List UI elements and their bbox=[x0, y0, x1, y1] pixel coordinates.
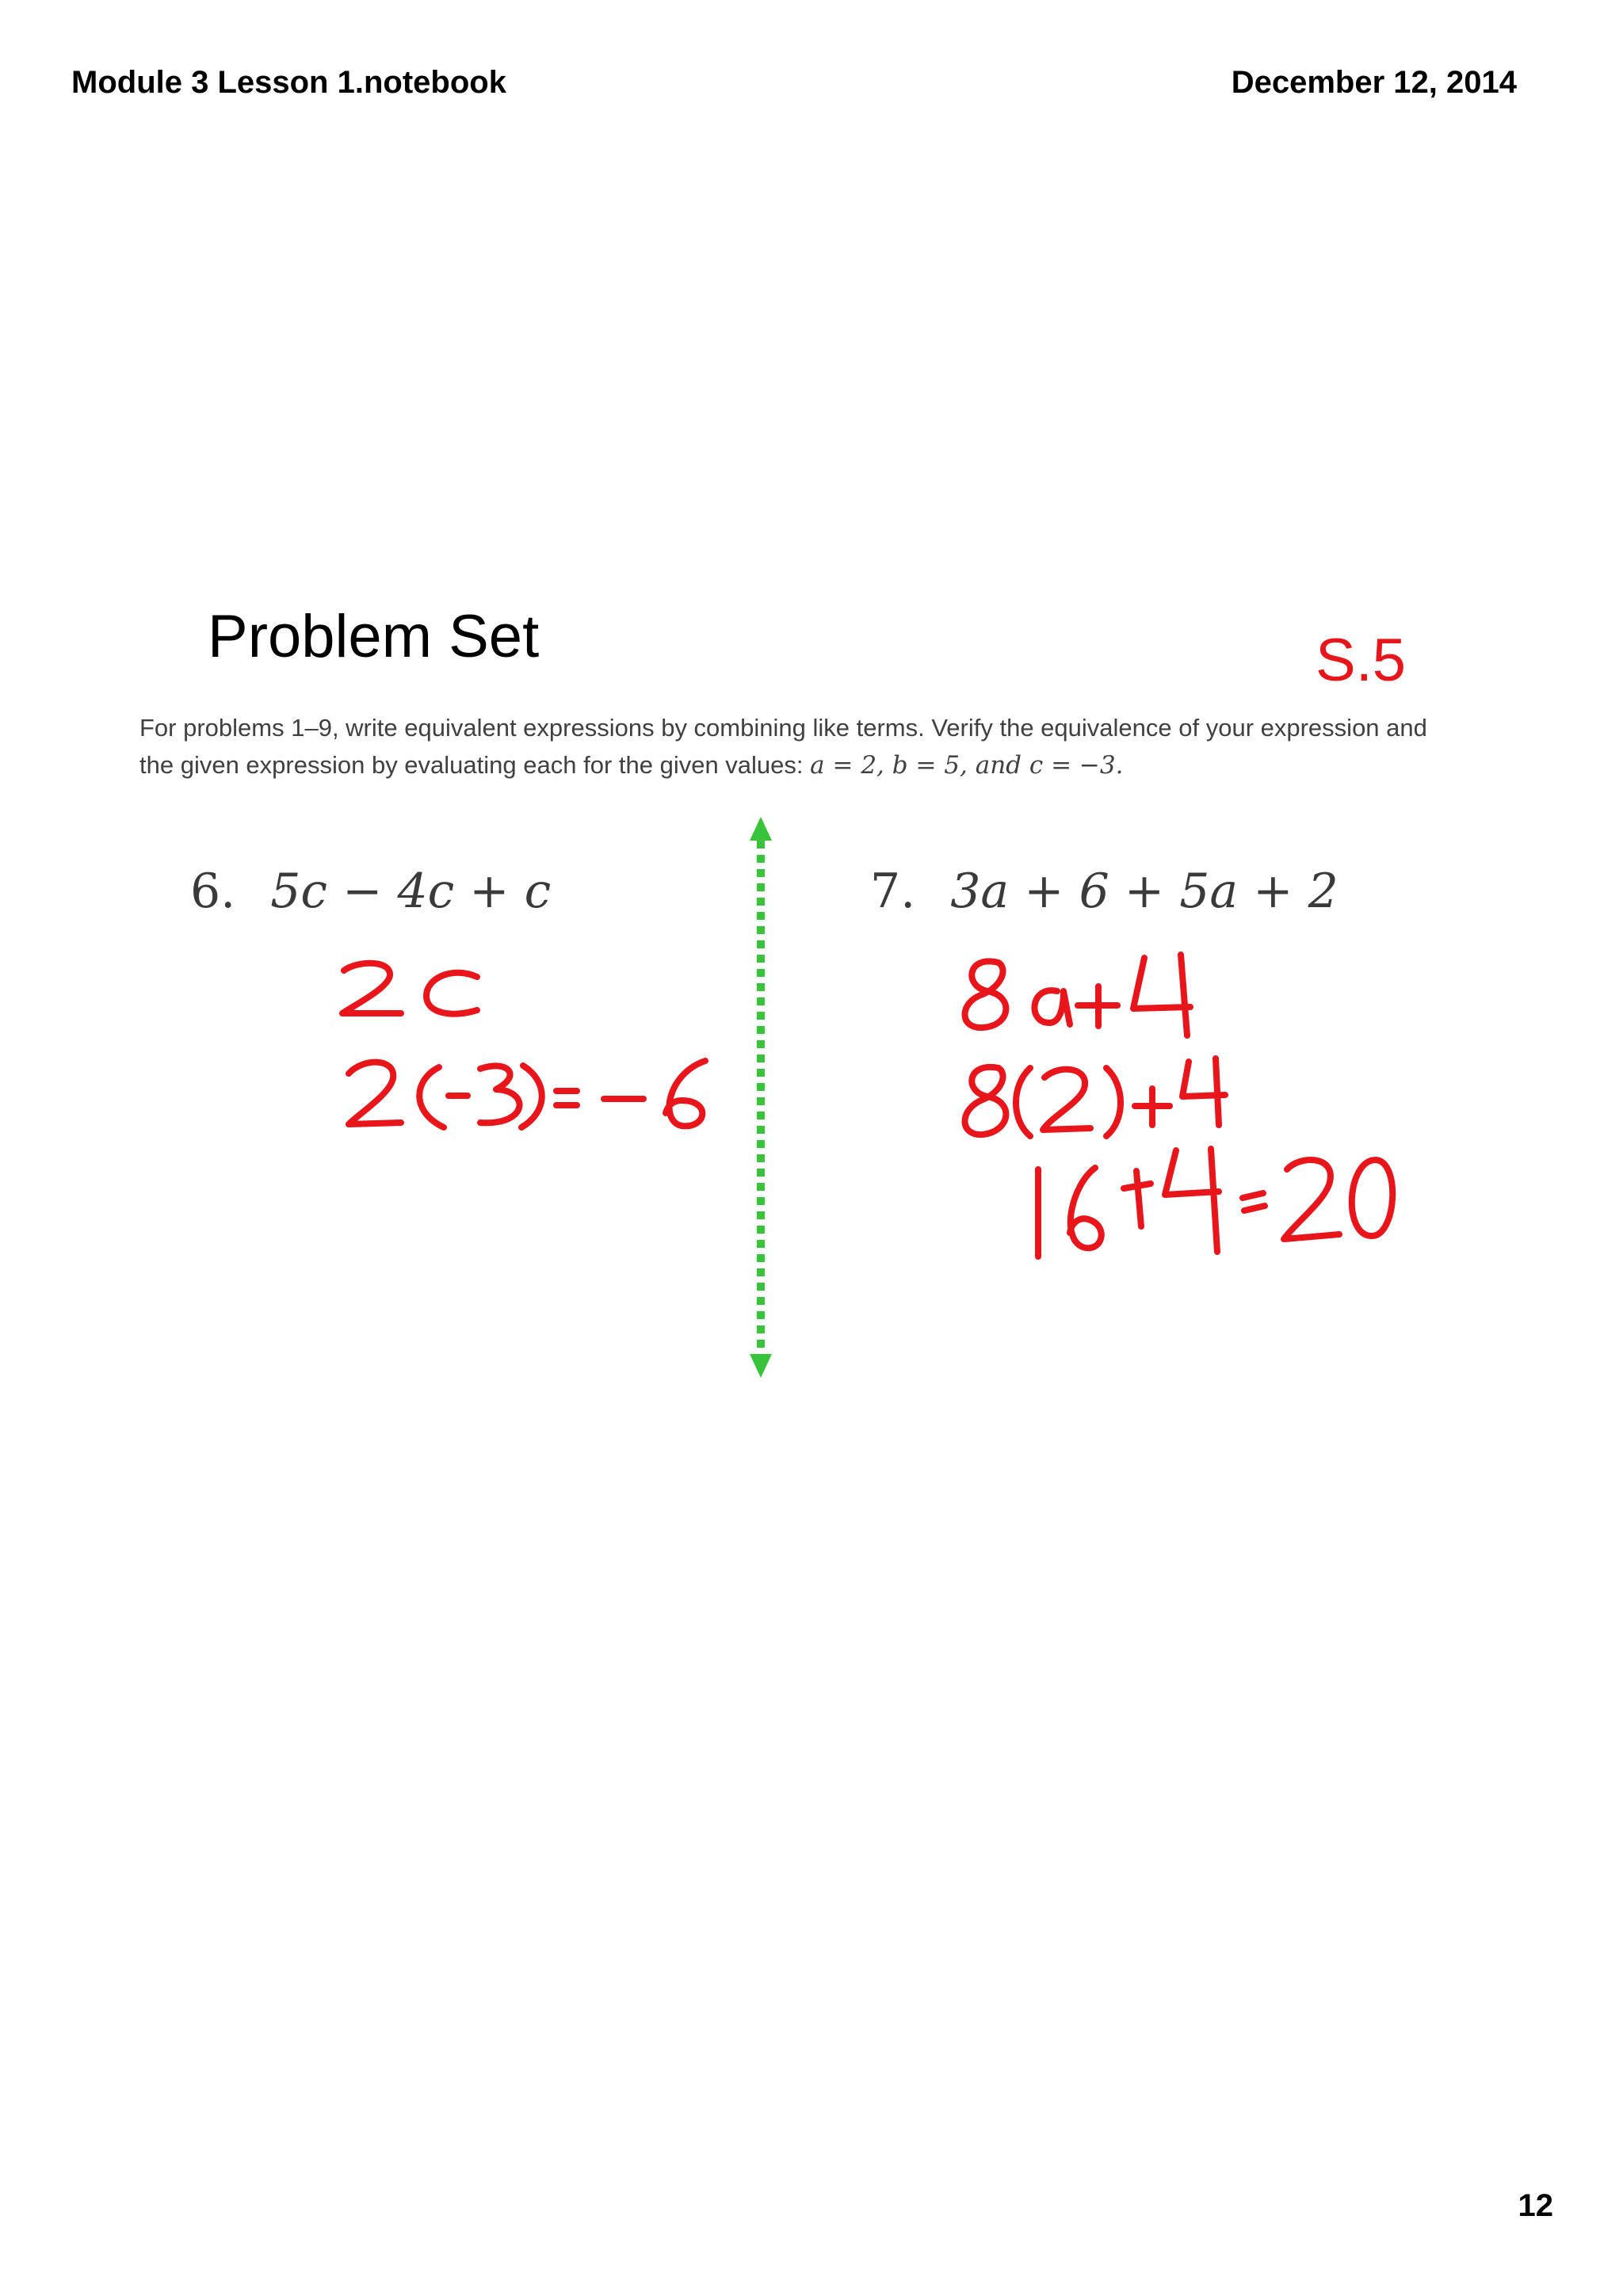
problem-7 bbox=[870, 864, 1338, 919]
section-tag: S.5 bbox=[1316, 627, 1407, 694]
problem-number: 6. bbox=[190, 864, 236, 919]
given-values: a = 2, b = 5, and c = −3. bbox=[810, 751, 1124, 780]
instructions bbox=[139, 709, 1503, 784]
problem-6 bbox=[190, 864, 551, 919]
instructions-line-2 bbox=[139, 746, 1503, 784]
handwritten-answer-6-line-2 bbox=[341, 1050, 729, 1137]
handwritten-answer-6-line-1 bbox=[333, 955, 491, 1026]
handwritten-answer-7-line-1 bbox=[951, 947, 1205, 1042]
page-number: 12 bbox=[1518, 2188, 1553, 2223]
instructions-line-1: For problems 1–9, write equivalent expressions by combining like terms. Verify the equivalence of your expression and bbox=[139, 714, 1427, 742]
problem-expression: 3a + 6 + 5a + 2 bbox=[950, 864, 1338, 919]
handwritten-answer-7-line-3 bbox=[1022, 1141, 1403, 1260]
handwritten-answer-7-line-2 bbox=[951, 1054, 1244, 1149]
page-date: December 12, 2014 bbox=[1231, 65, 1517, 100]
problem-expression: 5c − 4c + c bbox=[270, 864, 552, 919]
page-title: Problem Set bbox=[208, 603, 540, 670]
instructions-line-2-text: the given expression by evaluating each for the given values: bbox=[139, 751, 804, 779]
problem-number: 7. bbox=[870, 864, 916, 919]
divider-double-arrow bbox=[737, 812, 785, 1383]
notebook-title: Module 3 Lesson 1.notebook bbox=[71, 65, 506, 100]
